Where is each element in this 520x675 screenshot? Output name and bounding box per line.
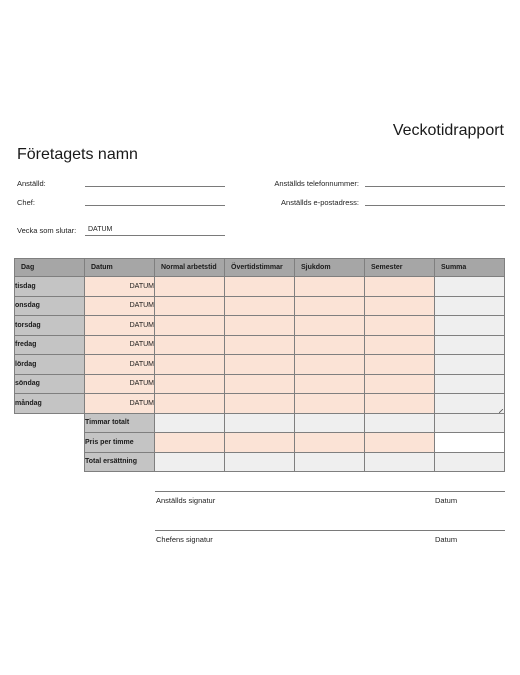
normal-hours-cell[interactable] — [155, 296, 225, 316]
vacation-cell[interactable] — [365, 374, 435, 394]
column-header-vacation: Semester — [365, 259, 435, 277]
date-cell[interactable]: DATUM — [85, 374, 155, 394]
pay-normal-cell — [155, 452, 225, 472]
total-cell — [435, 316, 505, 336]
vacation-cell[interactable] — [365, 355, 435, 375]
date-cell[interactable]: DATUM — [85, 394, 155, 414]
manager-label: Chef: — [17, 198, 35, 207]
table-header-row — [15, 259, 505, 277]
date-cell[interactable]: DATUM — [85, 335, 155, 355]
column-header-sick: Sjukdom — [295, 259, 365, 277]
manager-signature-label: Chefens signatur — [156, 535, 213, 544]
total-sick-cell — [295, 413, 365, 433]
day-cell: torsdag — [15, 316, 85, 336]
day-cell: måndag — [15, 394, 85, 414]
vacation-cell[interactable] — [365, 296, 435, 316]
summary-label: Pris per timme — [85, 433, 155, 453]
table-row — [15, 296, 505, 316]
day-cell: söndag — [15, 374, 85, 394]
rate-sick-cell[interactable] — [295, 433, 365, 453]
total-cell — [435, 296, 505, 316]
manager-signature-date-label: Datum — [435, 535, 458, 544]
column-header-total: Summa — [435, 259, 505, 277]
pay-sick-cell — [295, 452, 365, 472]
sick-cell[interactable] — [295, 316, 365, 336]
empty-cell — [15, 433, 85, 453]
total-vacation-cell — [365, 413, 435, 433]
total-overtime-cell — [225, 413, 295, 433]
vacation-cell[interactable] — [365, 277, 435, 297]
table-row — [15, 316, 505, 336]
summary-row-total-hours — [15, 413, 505, 433]
normal-hours-cell[interactable] — [155, 335, 225, 355]
normal-hours-cell[interactable] — [155, 316, 225, 336]
overtime-cell[interactable] — [225, 277, 295, 297]
rate-total-cell — [435, 433, 505, 453]
table-row — [15, 335, 505, 355]
email-label: Anställds e-postadress: — [281, 198, 359, 207]
overtime-cell[interactable] — [225, 335, 295, 355]
normal-hours-cell[interactable] — [155, 394, 225, 414]
sick-cell[interactable] — [295, 277, 365, 297]
table-row — [15, 374, 505, 394]
phone-field[interactable] — [365, 186, 505, 187]
sick-cell[interactable] — [295, 335, 365, 355]
total-cell — [435, 355, 505, 375]
pay-vacation-cell — [365, 452, 435, 472]
week-field[interactable] — [85, 235, 225, 236]
date-cell[interactable]: DATUM — [85, 355, 155, 375]
column-header-overtime: Övertidstimmar — [225, 259, 295, 277]
overtime-cell[interactable] — [225, 394, 295, 414]
sick-cell[interactable] — [295, 355, 365, 375]
rate-overtime-cell[interactable] — [225, 433, 295, 453]
date-cell[interactable]: DATUM — [85, 296, 155, 316]
day-cell: fredag — [15, 335, 85, 355]
sick-cell[interactable] — [295, 394, 365, 414]
week-value: DATUM — [88, 226, 113, 233]
employee-signature-label: Anställds signatur — [156, 496, 216, 505]
total-cell — [435, 335, 505, 355]
date-cell[interactable]: DATUM — [85, 316, 155, 336]
rate-vacation-cell[interactable] — [365, 433, 435, 453]
email-field[interactable] — [365, 205, 505, 206]
timesheet-table — [14, 258, 505, 472]
summary-row-rate — [15, 433, 505, 453]
rate-normal-cell[interactable] — [155, 433, 225, 453]
day-cell: onsdag — [15, 296, 85, 316]
report-title: Veckotidrapport — [392, 122, 504, 139]
total-cell — [435, 277, 505, 297]
empty-cell — [15, 452, 85, 472]
day-cell: tisdag — [15, 277, 85, 297]
overtime-cell[interactable] — [225, 316, 295, 336]
phone-label: Anställds telefonnummer: — [274, 179, 359, 188]
overtime-cell[interactable] — [225, 355, 295, 375]
company-name: Företagets namn — [17, 146, 138, 163]
column-header-day: Dag — [15, 259, 85, 277]
summary-label: Total ersättning — [85, 452, 155, 472]
sick-cell[interactable] — [295, 296, 365, 316]
normal-hours-cell[interactable] — [155, 355, 225, 375]
normal-hours-cell[interactable] — [155, 374, 225, 394]
table-row — [15, 394, 505, 414]
total-normal-hours-cell — [155, 413, 225, 433]
week-label: Vecka som slutar: — [17, 226, 77, 235]
vacation-cell[interactable] — [365, 316, 435, 336]
vacation-cell[interactable] — [365, 335, 435, 355]
employee-signature-date-label: Datum — [435, 496, 458, 505]
day-cell: lördag — [15, 355, 85, 375]
column-header-normal-hours: Normal arbetstid — [155, 259, 225, 277]
manager-signature-line[interactable] — [155, 530, 505, 531]
vacation-cell[interactable] — [365, 394, 435, 414]
grand-total-hours-cell — [435, 413, 505, 433]
pay-overtime-cell — [225, 452, 295, 472]
overtime-cell[interactable] — [225, 296, 295, 316]
table-row — [15, 355, 505, 375]
date-cell[interactable]: DATUM — [85, 277, 155, 297]
column-header-date: Datum — [85, 259, 155, 277]
sick-cell[interactable] — [295, 374, 365, 394]
employee-signature-line[interactable] — [155, 491, 505, 492]
table-row — [15, 277, 505, 297]
resize-handle-icon — [499, 409, 503, 413]
pay-total-cell — [435, 452, 505, 472]
summary-row-pay — [15, 452, 505, 472]
overtime-cell[interactable] — [225, 374, 295, 394]
employee-label: Anställd: — [17, 179, 46, 188]
total-cell — [435, 394, 505, 414]
summary-label: Timmar totalt — [85, 413, 155, 433]
empty-cell — [15, 413, 85, 433]
normal-hours-cell[interactable] — [155, 277, 225, 297]
total-cell — [435, 374, 505, 394]
